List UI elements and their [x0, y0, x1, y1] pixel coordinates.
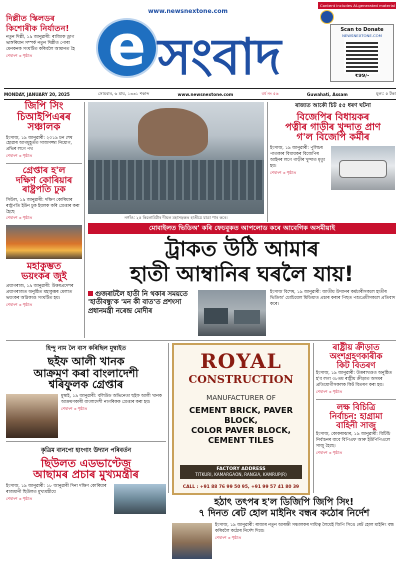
donate-amount: ₹99/-	[354, 73, 370, 79]
story-btc-more[interactable]: শেষাংশ ৩ পৃষ্ঠাত	[316, 449, 343, 455]
column-divider-right	[267, 102, 268, 222]
fire-photo	[6, 225, 82, 259]
story-gp-singh-headline-1: জিপি সিং	[24, 101, 64, 112]
top-left-headline-2: কিশোৰীক নিৰ্যাতন!	[6, 22, 70, 33]
story-sports-headline-1: ৰাষ্ট্ৰীয় ক্ৰীড়াত	[332, 342, 380, 352]
donate-box[interactable]	[330, 24, 394, 82]
story-seoul-headline-2: আছামৰ প্ৰচাৰ মুখ্যমন্ত্ৰীৰ	[33, 468, 139, 482]
masthead	[0, 0, 400, 86]
story-sports-headline-2: অংশগ্ৰহণকাৰীক	[329, 350, 383, 361]
story-seoul-headline-1: ছিউলত এডভাণ্টেজ	[41, 456, 131, 470]
story-saif-kicker: হিন্দু নাম লৈ বাস কৰিছিল মুম্বাইত	[45, 345, 127, 352]
elephant-shape	[138, 108, 208, 156]
qr-code-icon	[346, 40, 378, 72]
story-bjp-more[interactable]: শেষাংশ ৩ পৃষ্ঠাত	[270, 169, 297, 175]
donate-url: NEWSNEXTONE.COM	[342, 33, 382, 38]
donate-title: Scan to Donate	[340, 27, 384, 33]
story-sports-body: ইংসাজ, ১৯ জানুৱাৰী: উত্তৰাখণ্ডত অনুষ্ঠিত হ'ব লগা ৩৮তম ৰাষ্ট্ৰীয় ক্ৰীড়াত অসমৰ প্ৰতিযোগীসকলক কিট বিতৰণ কৰা হয়।	[316, 371, 392, 389]
suspect-photo	[6, 394, 58, 438]
story-korea-headline-3: ৰাষ্ট্ৰপতি ঢুক	[22, 185, 66, 196]
right-column-lower	[316, 343, 396, 493]
story-bjp-headline-3: গ'ল বিজেপি কৰ্মীৰ	[296, 132, 370, 144]
story-saif-headline-3: শ্বৰিফুলক গ্ৰেপ্তাৰ	[48, 378, 124, 392]
dateline-place: Guwahati, Assam	[306, 91, 348, 97]
ad-factory-box	[180, 465, 302, 479]
story-kumbh-body: প্ৰয়াগৰাজ, ১৯ জানুৱাৰী: উত্তৰপ্ৰদেশৰ প্ৰয়াগৰাজত অনুষ্ঠিত মহাকুম্ভৰ মেলাত ভয়ংকৰ অগ্নিকাণ্ড সংঘটিত হয়।	[6, 284, 74, 302]
story-bjp-headline-1: বিজেপিৰ বিধায়কৰ	[296, 112, 370, 123]
red-banner	[88, 223, 396, 234]
ad-line-2: CEMENT BRICK, PAVER BLOCK,	[189, 405, 293, 425]
logo-title: সংবাদ	[158, 28, 282, 86]
trucks-photo	[198, 290, 266, 336]
column-divider-left	[84, 102, 85, 338]
story-sports-more[interactable]: শেষাংশ ৩ পৃষ্ঠাত	[316, 389, 343, 395]
bullet-icon	[88, 291, 93, 296]
story-gp-singh-headline-3: সঞ্চালক	[27, 122, 61, 133]
seoul-photo	[114, 484, 166, 514]
story-seoul-more[interactable]: শেষাংশ ৩ পৃষ্ঠাত	[6, 495, 33, 501]
story-saif-body: মুম্বাই, ১৯ জানুৱাৰী: বলিউড অভিনেতা ছইফ আলী খানক আক্ৰমণকাৰী বাংলাদেশী নাগৰিকক গ্ৰেপ্তাৰ কৰা হয়।	[61, 393, 162, 405]
photo-caption: নগাঁও: ২৫ কিলোমিটাৰ দীঘল মহাসড়কত হাতীয়ে যাত্ৰা পাৰ কৰে।	[124, 215, 228, 220]
ad-factory-title: FACTORY ADDRESS	[216, 467, 266, 472]
divider	[6, 163, 82, 164]
ai-note-text: Content includes AI-generated material	[320, 3, 396, 8]
lower-left	[6, 343, 166, 523]
lead-story-title	[88, 290, 196, 315]
ad-brand-1: ROYAL	[200, 349, 282, 373]
ai-note	[318, 2, 396, 9]
story-bjp-headline-2: পত্নীৰ গাড়ীৰ খুন্দাত প্ৰাণ	[285, 122, 381, 134]
lead-story-title-text: গুজৰাটলৈ হাতী নি থকাৰ সময়তে 'হাতীবন্ধু'ক 'মন কী বাত'ত প্ৰশংসা প্ৰধানমন্ত্ৰী নৰেন্দ্ৰ মোদীৰ	[88, 290, 188, 315]
truck-rail	[88, 160, 264, 200]
story-btc-headline-2: নিৰ্বাচন: হাগ্ৰামা	[329, 411, 383, 422]
story-btc-headline-1: লক্ষ বিচিত্ৰি	[336, 402, 376, 413]
story-saif-more[interactable]: শেষাংশ ৩ পৃষ্ঠাত	[61, 405, 88, 411]
elephant-truck-photo	[88, 102, 264, 214]
section-rule-lower	[6, 340, 396, 341]
dateline-top-rule	[4, 88, 396, 89]
ad-factory-address: TITKURI, KAMARGAON, RANGIA, KAMRUP(R)	[195, 472, 287, 477]
royal-construction-ad[interactable]	[172, 343, 310, 495]
right-column-top	[270, 102, 396, 222]
dateline-portal[interactable]: www.newsnextone.com	[177, 91, 234, 97]
story-korea-more[interactable]: শেষাংশ ৩ পৃষ্ঠাত	[6, 215, 33, 221]
dateline	[4, 90, 396, 98]
story-kumbh-more[interactable]: শেষাংশ ৩ পৃষ্ঠাত	[6, 302, 33, 308]
story-btc-body: ইংসাজ, কোকৰাঝাৰ, ১৯ জানুৱাৰী: বিটিচি নিৰ্বাচনৰ বাবে বিপিএফ আৰু ইউপিপিএলে সাজু হৈছে।	[316, 431, 391, 449]
lead-story	[88, 290, 196, 336]
story-seoul-kicker: কৃত্ৰিম বানপো হাংগাং উদ্যান পৰিবৰ্তন	[40, 446, 132, 454]
top-left-more-link[interactable]: শেষাংশ ৩ পৃষ্ঠাত	[6, 53, 33, 59]
ad-call: CALL : +91 88 76 99 50 95, +91 99 57 41 80 39	[182, 485, 300, 490]
story-bjp-body: ইংসাজ, ১৯ জানুৱাৰী: পুলিচৰ পাতকাৰ বিধায়কৰ বিজেপিৰ আইনৰ লগে গাড়ীৰ খুন্দাত মৃত্যু হয়।	[270, 146, 325, 169]
top-left-story	[6, 14, 84, 82]
lead-story-body-col	[270, 290, 396, 336]
story-korea-headline-1: গ্ৰেপ্তাৰ হ'ল	[22, 166, 66, 177]
story-gp-singh-body: ইংসাজ, ১৯ জানুৱাৰী: ২০১৯ চন শেষ হোৱাৰ আগমুহূৰ্তত সাজসজ্জা নিয়োগ, প্ৰভিৰ লগে পথ	[6, 135, 73, 153]
dateline-date: MONDAY, JANUARY 20, 2025	[4, 91, 70, 97]
ad-line-1: MANUFACTURER OF	[206, 394, 276, 402]
column-divider-lower-left	[168, 343, 169, 493]
bottom-story-headline-2: ৭ দিনত ৰেট হোল মাইনিং বন্ধৰ কঠোৰ নিৰ্দেশ	[198, 507, 370, 519]
story-saif-headline-2: আক্ৰমণ কৰা বাংলাদেশী	[33, 366, 139, 380]
story-seoul-body: ইংসাজ, ১৯ জানুৱাৰী: ১৮ জানুৱাৰী দিনা দক্ষিণ কোৰিয়াৰ ৰাজধানী ছিউলত মুখ্যমন্ত্ৰীয়ে	[6, 483, 107, 495]
story-korea-body: সিউল, ১৯ জানুৱাৰী: দক্ষিণ কোৰিয়াৰ ৰাষ্ট্ৰপতি ইউন চুক ইয়লক কৰি গ্ৰেপ্তাৰ কৰা হৈছে	[6, 197, 80, 215]
bottom-story-body: ইংসাজ, ১৯ জানুৱাৰী: ৰাজ্যৰ নতুন আৰক্ষী সঞ্চালকৰ দায়িত্ব লৈয়েই জিপি সিঙে ৰেট হোল মাইনিং বন্ধ কৰিবলৈ কঠোৰ নিৰ্দেশ দিয়ে।	[215, 522, 394, 534]
top-left-body: নতুন দিল্লী, ১৯ জানুৱাৰী: ৰাজ্যিক ড্ৰাগ ভাঙ্গৰিয়ান সম্পৰ্ক নতুন দিল্লীত পোৰা মেনকনক সংঘটিত কৰিবলৈ আমানত হৈ	[6, 35, 75, 53]
ad-brand-2: CONSTRUCTION	[188, 373, 294, 386]
divider	[316, 399, 396, 400]
dateline-price: মূল্য: ৫ টকা	[376, 90, 396, 96]
dateline-edition: বৰ্ষ নং ৫৬	[261, 90, 279, 96]
ad-line-3: COLOR PAVER BLOCK,	[191, 425, 291, 435]
story-kumbh-headline-2: ভয়ংকৰ জুই	[21, 271, 67, 283]
banner-text: মোবাইলত ভিডিঅ' কৰি ফেচবুকত আপলোড কৰে আবেগিক অসমীয়াই	[148, 224, 336, 232]
story-gp-singh-headline-2: চিআইপিএৰৰ	[17, 111, 71, 123]
divider	[6, 441, 166, 442]
bottom-story	[172, 498, 396, 570]
logo-circle	[96, 14, 158, 79]
site-url: www.newsnextone.com	[148, 8, 228, 15]
dateline-mid: সোমবাৰ, ৬ মাঘ, ১৩৩১ শকাব্দ	[98, 90, 150, 96]
main-headline-line-1: ট্ৰাকত উঠি আমাৰ	[165, 237, 319, 261]
brand-logo	[96, 8, 306, 86]
story-gp-singh-more[interactable]: শেষাংশ ৩ পৃষ্ঠাত	[6, 153, 33, 159]
main-headline	[88, 238, 396, 285]
bottom-story-more[interactable]: শেষাংশ ৩ পৃষ্ঠাত	[215, 534, 242, 540]
dgp-photo	[172, 523, 212, 559]
lead-story-body: ইংসাজ বিশেষ, ১৯ জানুৱাৰী: জাতীয় উদ্যানৰ কৰ্মচাৰীসকলে হাতীৰ ভিডিঅ' চোচিয়েল মিডিয়াত প্ৰচাৰ কৰাৰ পিছত পশুপ্ৰেমীসকলে প্ৰতিবাদ কৰে।	[270, 290, 396, 307]
main-headline-line-2: হাতী আম্বানিৰ ঘৰলৈ যায়!	[130, 262, 354, 287]
story-bjp-kicker: ৰাজ্যত আকৌ চিট ৫৫ ধৰণ ঘটনা	[295, 103, 371, 109]
dateline-bottom-rule	[4, 99, 396, 100]
column-divider-lower-right	[313, 343, 314, 493]
logo-letter: e	[108, 14, 146, 79]
suv-photo	[331, 146, 395, 190]
left-column	[6, 102, 82, 338]
badge-icon	[320, 10, 334, 24]
bottom-story-headline-1: হঠাৎ তৎপৰ হ'ল ডিজিপি জিপি সিং!	[214, 497, 354, 508]
story-korea-headline-2: দক্ষিণ কোৰিয়াৰ	[15, 175, 73, 186]
story-saif-headline-1: ছইফ আলী খানক	[47, 355, 125, 368]
story-kumbh-headline-1: মহাকুম্ভত	[26, 261, 62, 273]
story-sports-headline-3: কিট বিতৰণ	[336, 359, 376, 370]
top-left-headline-1: দিল্লীত স্কিলডৰ	[6, 13, 55, 23]
ad-line-4: CEMENT TILES	[208, 435, 274, 445]
story-btc-headline-3: বাহিনী সাজু	[336, 419, 376, 430]
